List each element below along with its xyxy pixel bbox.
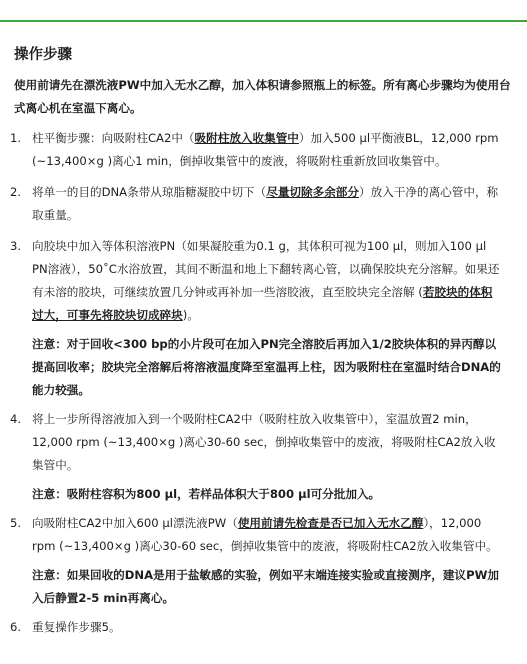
step-5: [0, 512, 502, 558]
step-number: 1.: [10, 131, 22, 145]
step-text: ），12,000 rpm (~13,400×g )离心30-60 sec，倒掉收集管中的废液，将吸附柱CA2放入收集管中。: [32, 516, 498, 553]
step-2: [0, 181, 502, 227]
step-4: [0, 408, 502, 477]
steps-list: [0, 127, 527, 639]
step-emphasis: 使用前请先检查是否已加入无水乙醇: [237, 516, 424, 530]
step-number: 4.: [10, 412, 22, 426]
step-emphasis: 若胶块的体积过大，可事先将胶块切成碎块: [32, 285, 493, 322]
step-number: 3.: [10, 239, 22, 253]
step-text: 向吸附柱CA2中加入600 µl漂洗液PW（: [32, 516, 238, 530]
step-emphasis: 尽量切除多余部分: [266, 185, 359, 199]
section-title: 操作步骤: [14, 47, 72, 63]
step-text: ）放入干净的离心管中，称取重量。: [32, 185, 499, 222]
step-text: 将上一步所得溶液加入到一个吸附柱CA2中（吸附柱放入收集管中），室温放置2 min，12,000 rpm (~13,400×g )离心30-60 sec，倒掉收集管中的废液，将吸附柱CA2放入收集管中。: [32, 412, 496, 472]
step-text: 将单一的目的DNA条带从琼脂糖凝胶中切下（: [32, 185, 267, 199]
step-6: [0, 616, 502, 639]
note-step-5: 注意：如果回收的DNA是用于盐敏感的实验，例如平末端连接实验或直接测序，建议PW加入后静置2-5 min再离心。: [32, 568, 499, 605]
step-3: [0, 235, 502, 327]
step-text: )。: [182, 308, 199, 322]
step-text: 向胶块中加入等体积溶液PN（如果凝胶重为0.1 g，其体积可视为100 µl，则加入100 µl PN溶液），50˚C水浴放置，其间不断温和地上下翻转离心管，以确保胶块充分溶解。如果还有未溶的胶块，可继续放置几分钟或再补加一些溶胶液，直至胶块完全溶解 (: [32, 239, 500, 299]
step-text: 重复操作步骤5。: [32, 620, 121, 634]
step-number: 5.: [10, 516, 22, 530]
note-step-4: 注意：吸附柱容积为800 µl，若样品体积大于800 µl可分批加入。: [32, 487, 381, 501]
note-step-3: 注意：对于回收<300 bp的小片段可在加入PN完全溶胶后再加入1/2胶块体积的异丙醇以提高回收率；胶块完全溶解后将溶液温度降至室温再上柱，因为吸附柱在室温时结合DNA的能力较强。: [32, 337, 501, 397]
step-1: [0, 127, 502, 173]
step-text: 柱平衡步骤：向吸附柱CA2中（: [32, 131, 195, 145]
step-number: 2.: [10, 185, 22, 199]
header-rule: [0, 0, 527, 22]
step-number: 6.: [10, 620, 22, 634]
step-text: ）加入500 µl平衡液BL，12,000 rpm (~13,400×g )离心1 min，倒掉收集管中的废液，将吸附柱重新放回收集管中。: [32, 131, 499, 168]
intro-text: 使用前请先在漂洗液PW中加入无水乙醇，加入体积请参照瓶上的标签。所有离心步骤均为使用台式离心机在室温下离心。: [14, 78, 511, 115]
step-emphasis: 吸附柱放入收集管中: [194, 131, 299, 145]
